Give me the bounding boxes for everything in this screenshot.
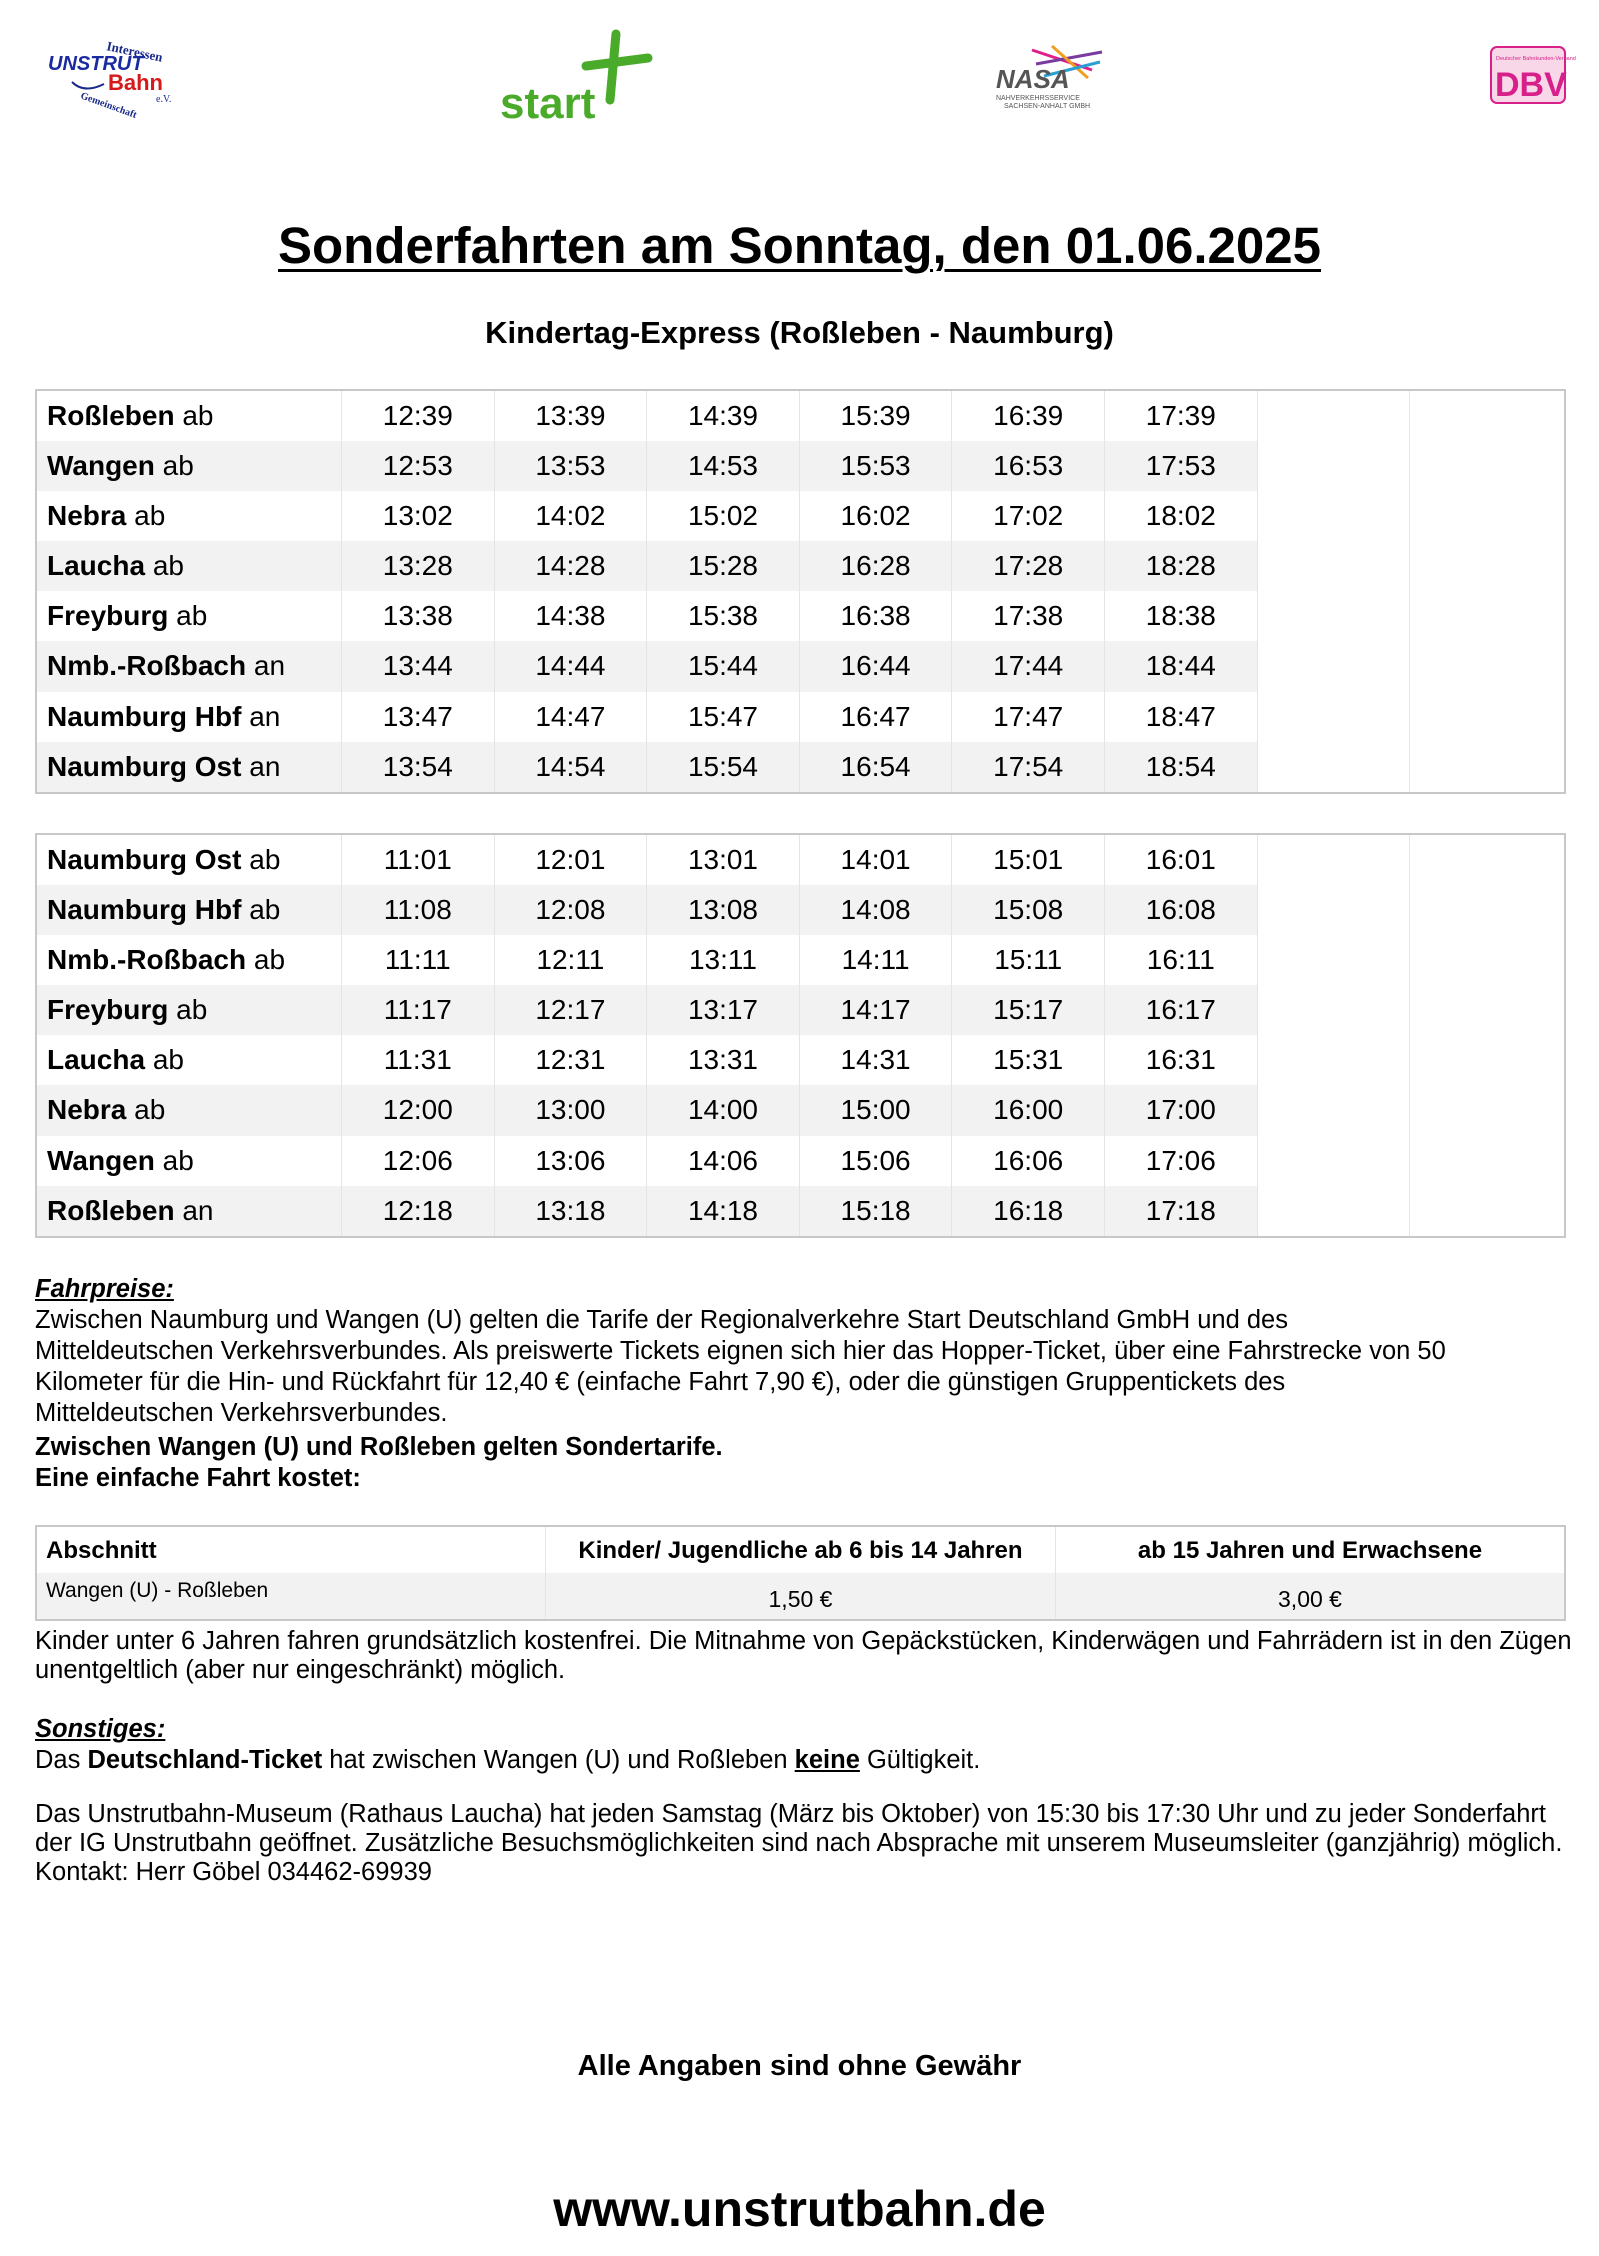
departure-time: 18:44 xyxy=(1105,641,1258,691)
svg-text:start: start xyxy=(500,79,596,128)
departure-time: 11:17 xyxy=(342,985,495,1035)
timetable-row xyxy=(37,491,1564,541)
station-name xyxy=(37,692,342,742)
departure-time: 15:31 xyxy=(952,1035,1105,1085)
departure-time: 17:06 xyxy=(1105,1136,1258,1186)
timetable-row xyxy=(37,692,1564,742)
departure-time: 16:11 xyxy=(1105,935,1258,985)
departure-time: 12:01 xyxy=(495,835,648,885)
timetable-row xyxy=(37,835,1564,885)
station-label: Naumburg Hbf xyxy=(47,894,242,926)
departure-time: 15:01 xyxy=(952,835,1105,885)
timetable-row xyxy=(37,541,1564,591)
empty-cell xyxy=(1410,441,1564,491)
departure-time: 13:53 xyxy=(495,441,648,491)
svg-text:DBV: DBV xyxy=(1495,66,1567,104)
departure-time: 14:11 xyxy=(800,935,953,985)
departure-time: 17:18 xyxy=(1105,1186,1258,1236)
station-label: Nebra xyxy=(47,1094,127,1126)
departure-time: 17:54 xyxy=(952,742,1105,792)
timetable-row xyxy=(37,1035,1564,1085)
dbv-logo xyxy=(1490,46,1576,104)
departure-time: 14:44 xyxy=(495,641,648,691)
empty-cell xyxy=(1258,541,1411,591)
departure-time: 16:17 xyxy=(1105,985,1258,1035)
empty-cell xyxy=(1410,491,1564,541)
empty-cell xyxy=(1258,1186,1411,1236)
timetable-row xyxy=(37,1186,1564,1236)
departure-time: 16:39 xyxy=(952,391,1105,441)
departure-time: 14:00 xyxy=(647,1085,800,1135)
departure-time: 15:17 xyxy=(952,985,1105,1035)
station-name xyxy=(37,1136,342,1186)
station-name xyxy=(37,935,342,985)
departure-time: 14:53 xyxy=(647,441,800,491)
svg-text:SACHSEN-ANHALT GMBH: SACHSEN-ANHALT GMBH xyxy=(1004,103,1091,110)
station-mode: ab xyxy=(182,400,214,431)
fares-single-ride: Eine einfache Fahrt kostet: xyxy=(35,1464,361,1492)
fares-section xyxy=(35,1274,1575,1494)
departure-time: 18:28 xyxy=(1105,541,1258,591)
departure-time: 15:18 xyxy=(800,1186,953,1236)
price-table xyxy=(35,1525,1566,1621)
station-mode: ab xyxy=(152,1044,184,1076)
departure-time: 13:54 xyxy=(342,742,495,792)
station-label: Wangen xyxy=(47,1144,155,1176)
departure-time: 14:02 xyxy=(495,491,648,541)
dt-mid: hat zwischen Wangen (U) und Roßleben xyxy=(322,1746,795,1774)
departure-time: 16:01 xyxy=(1105,835,1258,885)
svg-text:Deutscher Bahnkunden-Verband: Deutscher Bahnkunden-Verband xyxy=(1496,56,1576,62)
timetable-row xyxy=(37,742,1564,792)
departure-time: 15:28 xyxy=(647,541,800,591)
empty-cell xyxy=(1258,491,1411,541)
misc-section xyxy=(35,1715,1575,1887)
departure-time: 11:01 xyxy=(342,835,495,885)
empty-cell xyxy=(1258,641,1411,691)
website-link[interactable]: www.unstrutbahn.de xyxy=(553,2181,1046,2237)
departure-time: 13:28 xyxy=(342,541,495,591)
empty-cell xyxy=(1258,985,1411,1035)
departure-time: 14:08 xyxy=(800,885,953,935)
empty-cell xyxy=(1410,742,1564,792)
station-name xyxy=(37,591,342,641)
price-cell-section: Wangen (U) - Roßleben xyxy=(37,1573,546,1619)
station-label: Naumburg Ost xyxy=(47,750,242,782)
station-name xyxy=(37,441,342,491)
timetable-row xyxy=(37,985,1564,1035)
timetable-row xyxy=(37,935,1564,985)
empty-cell xyxy=(1410,1136,1564,1186)
departure-time: 12:18 xyxy=(342,1186,495,1236)
station-name xyxy=(37,742,342,792)
departure-time: 15:53 xyxy=(800,441,953,491)
station-name xyxy=(37,391,342,441)
departure-time: 12:00 xyxy=(342,1085,495,1135)
deutschland-ticket-note xyxy=(35,1746,1575,1775)
departure-time: 14:18 xyxy=(647,1186,800,1236)
misc-heading: Sonstiges: xyxy=(35,1715,166,1743)
departure-time: 16:38 xyxy=(800,591,953,641)
departure-time: 13:02 xyxy=(342,491,495,541)
departure-time: 16:02 xyxy=(800,491,953,541)
empty-cell xyxy=(1410,641,1564,691)
departure-time: 11:11 xyxy=(342,935,495,985)
fares-line-2: Mitteldeutschen Verkehrsverbundes. Als preiswerte Tickets eignen sich hier das Hopper-Ticket, über eine Fahrstrecke von 50 xyxy=(35,1337,1446,1365)
departure-time: 18:54 xyxy=(1105,742,1258,792)
departure-time: 12:39 xyxy=(342,391,495,441)
station-label: Roßleben xyxy=(47,400,175,431)
page-subtitle: Kindertag-Express (Roßleben - Naumburg) xyxy=(485,315,1114,350)
station-label: Naumburg Ost xyxy=(47,844,242,875)
timetable-row xyxy=(37,885,1564,935)
station-label: Roßleben xyxy=(47,1194,175,1226)
departure-time: 16:44 xyxy=(800,641,953,691)
station-name xyxy=(37,985,342,1035)
svg-text:NAHVERKEHRSSERVICE: NAHVERKEHRSSERVICE xyxy=(996,95,1080,102)
departure-time: 17:38 xyxy=(952,591,1105,641)
station-mode: an xyxy=(182,1194,214,1226)
empty-cell xyxy=(1258,441,1411,491)
departure-time: 13:08 xyxy=(647,885,800,935)
price-header-section: Abschnitt xyxy=(37,1527,546,1573)
dt-post: Gültigkeit. xyxy=(859,1746,981,1774)
departure-time: 14:01 xyxy=(800,835,953,885)
price-cell-adults: 3,00 € xyxy=(1278,1586,1342,1612)
timetable-return xyxy=(35,833,1566,1238)
svg-text:Gemeinschaft: Gemeinschaft xyxy=(78,90,139,121)
station-label: Nmb.-Roßbach xyxy=(47,944,247,976)
departure-time: 14:39 xyxy=(647,391,800,441)
departure-time: 14:38 xyxy=(495,591,648,641)
svg-text:NASA: NASA xyxy=(996,64,1070,94)
timetable-row xyxy=(37,1085,1564,1135)
departure-time: 13:18 xyxy=(495,1186,648,1236)
departure-time: 17:39 xyxy=(1105,391,1258,441)
station-name xyxy=(37,491,342,541)
svg-text:e.V.: e.V. xyxy=(156,94,172,105)
price-header-adults: ab 15 Jahren und Erwachsene xyxy=(1137,1537,1483,1564)
empty-cell xyxy=(1410,541,1564,591)
empty-cell xyxy=(1410,1186,1564,1236)
page-title: Sonderfahrten am Sonntag, den 01.06.2025 xyxy=(278,217,1321,274)
svg-text:Interessen: Interessen xyxy=(105,38,165,65)
note-line-2: unentgeltlich (aber nur eingeschränkt) möglich. xyxy=(35,1656,566,1684)
price-table-row xyxy=(37,1573,1564,1619)
timetable-row xyxy=(37,1136,1564,1186)
svg-text:UNSTRUT: UNSTRUT xyxy=(48,53,144,75)
price-cell-children: 1,50 € xyxy=(546,1573,1056,1619)
departure-time: 16:31 xyxy=(1105,1035,1258,1085)
nasa-logo xyxy=(992,38,1112,113)
departure-time: 12:31 xyxy=(495,1035,648,1085)
station-mode: ab xyxy=(176,994,208,1026)
departure-time: 14:47 xyxy=(495,692,648,742)
station-mode: an xyxy=(249,700,281,732)
departure-time: 17:02 xyxy=(952,491,1105,541)
departure-time: 18:47 xyxy=(1105,692,1258,742)
empty-cell xyxy=(1410,1035,1564,1085)
empty-cell xyxy=(1258,692,1411,742)
departure-time: 15:39 xyxy=(800,391,953,441)
empty-cell xyxy=(1410,692,1564,742)
empty-cell xyxy=(1258,391,1411,441)
departure-time: 15:54 xyxy=(647,742,800,792)
empty-cell xyxy=(1258,835,1411,885)
departure-time: 17:47 xyxy=(952,692,1105,742)
departure-time: 16:08 xyxy=(1105,885,1258,935)
empty-cell xyxy=(1410,985,1564,1035)
station-label: Freyburg xyxy=(47,600,169,632)
departure-time: 13:31 xyxy=(647,1035,800,1085)
note-line-1: Kinder unter 6 Jahren fahren grundsätzlich kostenfrei. Die Mitnahme von Gepäckstücken, Kinderwägen und Fahrrädern ist in den Zügen xyxy=(35,1627,1572,1655)
empty-cell xyxy=(1258,885,1411,935)
station-mode: ab xyxy=(249,894,281,926)
departure-time: 16:28 xyxy=(800,541,953,591)
departure-time: 15:47 xyxy=(647,692,800,742)
departure-time: 16:53 xyxy=(952,441,1105,491)
station-name xyxy=(37,1035,342,1085)
empty-cell xyxy=(1410,591,1564,641)
station-mode: ab xyxy=(162,450,194,482)
departure-time: 13:01 xyxy=(647,835,800,885)
station-name xyxy=(37,541,342,591)
departure-time: 17:44 xyxy=(952,641,1105,691)
departure-time: 12:06 xyxy=(342,1136,495,1186)
departure-time: 17:00 xyxy=(1105,1085,1258,1135)
station-mode: an xyxy=(253,650,286,682)
empty-cell xyxy=(1410,835,1564,885)
empty-cell xyxy=(1410,391,1564,441)
departure-time: 16:06 xyxy=(952,1136,1105,1186)
departure-time: 14:06 xyxy=(647,1136,800,1186)
departure-time: 14:54 xyxy=(495,742,648,792)
timetable-row xyxy=(37,391,1564,441)
departure-time: 18:38 xyxy=(1105,591,1258,641)
departure-time: 12:53 xyxy=(342,441,495,491)
departure-time: 15:11 xyxy=(952,935,1105,985)
station-name xyxy=(37,641,342,691)
timetable-row xyxy=(37,441,1564,491)
departure-time: 13:17 xyxy=(647,985,800,1035)
station-mode: ab xyxy=(176,600,208,632)
departure-time: 13:06 xyxy=(495,1136,648,1186)
contact-line: Kontakt: Herr Göbel 034462-69939 xyxy=(35,1858,432,1886)
empty-cell xyxy=(1258,1136,1411,1186)
timetable-row xyxy=(37,591,1564,641)
dt-bold: Deutschland-Ticket xyxy=(87,1746,323,1774)
departure-time: 16:47 xyxy=(800,692,953,742)
departure-time: 12:08 xyxy=(495,885,648,935)
departure-time: 18:02 xyxy=(1105,491,1258,541)
museum-line-2: der IG Unstrutbahn geöffnet. Zusätzliche Besuchsmöglichkeiten sind nach Absprache mit unserem Museumsleiter (ganzjährig) möglich. xyxy=(35,1829,1563,1857)
departure-time: 15:08 xyxy=(952,885,1105,935)
station-name xyxy=(37,885,342,935)
departure-time: 15:00 xyxy=(800,1085,953,1135)
svg-text:Bahn: Bahn xyxy=(108,70,163,95)
departure-time: 12:11 xyxy=(495,935,648,985)
empty-cell xyxy=(1258,1085,1411,1135)
departure-time: 13:39 xyxy=(495,391,648,441)
fares-line-4: Mitteldeutschen Verkehrsverbundes. xyxy=(35,1399,448,1427)
departure-time: 13:38 xyxy=(342,591,495,641)
station-label: Laucha xyxy=(47,550,146,582)
unstrutbahn-logo xyxy=(44,34,179,121)
station-label: Nmb.-Roßbach xyxy=(47,650,247,682)
departure-time: 13:44 xyxy=(342,641,495,691)
station-label: Nebra xyxy=(47,500,127,532)
station-mode: ab xyxy=(162,1144,194,1176)
departure-time: 13:00 xyxy=(495,1085,648,1135)
empty-cell xyxy=(1410,935,1564,985)
station-label: Wangen xyxy=(47,450,155,482)
departure-time: 11:08 xyxy=(342,885,495,935)
departure-time: 14:17 xyxy=(800,985,953,1035)
departure-time: 13:47 xyxy=(342,692,495,742)
departure-time: 14:31 xyxy=(800,1035,953,1085)
start-logo xyxy=(498,30,658,128)
departure-time: 16:00 xyxy=(952,1085,1105,1135)
price-header-children: Kinder/ Jugendliche ab 6 bis 14 Jahren xyxy=(546,1527,1056,1573)
empty-cell xyxy=(1410,885,1564,935)
empty-cell xyxy=(1410,1085,1564,1135)
station-mode: ab xyxy=(253,944,286,976)
departure-time: 16:18 xyxy=(952,1186,1105,1236)
fares-notes xyxy=(35,1627,1575,1685)
station-mode: an xyxy=(249,750,281,782)
empty-cell xyxy=(1258,591,1411,641)
station-name xyxy=(37,1186,342,1236)
timetable-outbound xyxy=(35,389,1566,794)
departure-time: 11:31 xyxy=(342,1035,495,1085)
station-mode: ab xyxy=(134,1094,166,1126)
station-label: Laucha xyxy=(47,1044,146,1076)
fares-special-tariff: Zwischen Wangen (U) und Roßleben gelten Sondertarife. xyxy=(35,1433,723,1461)
station-mode: ab xyxy=(249,844,281,875)
departure-time: 14:28 xyxy=(495,541,648,591)
museum-line-1: Das Unstrutbahn-Museum (Rathaus Laucha) hat jeden Samstag (März bis Oktober) von 15:30 bis 17:30 Uhr und zu jeder Sonderfahrt xyxy=(35,1800,1546,1828)
departure-time: 15:06 xyxy=(800,1136,953,1186)
price-table-header xyxy=(37,1527,1564,1573)
empty-cell xyxy=(1258,935,1411,985)
departure-time: 16:54 xyxy=(800,742,953,792)
station-name xyxy=(37,1085,342,1135)
station-label: Freyburg xyxy=(47,994,169,1026)
departure-time: 13:11 xyxy=(647,935,800,985)
timetable-row xyxy=(37,641,1564,691)
fares-line-3: Kilometer für die Hin- und Rückfahrt für 12,40 € (einfache Fahrt 7,90 €), oder die günstigen Gruppentickets des xyxy=(35,1368,1286,1396)
disclaimer: Alle Angaben sind ohne Gewähr xyxy=(577,2050,1022,2082)
station-mode: ab xyxy=(134,500,166,532)
departure-time: 15:02 xyxy=(647,491,800,541)
fares-line-1: Zwischen Naumburg und Wangen (U) gelten die Tarife der Regionalverkehre Start Deutschland GmbH und des xyxy=(35,1306,1288,1334)
station-label: Naumburg Hbf xyxy=(47,700,242,732)
departure-time: 17:53 xyxy=(1105,441,1258,491)
empty-cell xyxy=(1258,742,1411,792)
station-name xyxy=(37,835,342,885)
departure-time: 12:17 xyxy=(495,985,648,1035)
departure-time: 17:28 xyxy=(952,541,1105,591)
departure-time: 15:38 xyxy=(647,591,800,641)
departure-time: 15:44 xyxy=(647,641,800,691)
fares-heading: Fahrpreise: xyxy=(35,1275,174,1303)
empty-cell xyxy=(1258,1035,1411,1085)
dt-keine: keine xyxy=(794,1746,860,1774)
dt-pre: Das xyxy=(35,1746,88,1774)
station-mode: ab xyxy=(152,550,184,582)
